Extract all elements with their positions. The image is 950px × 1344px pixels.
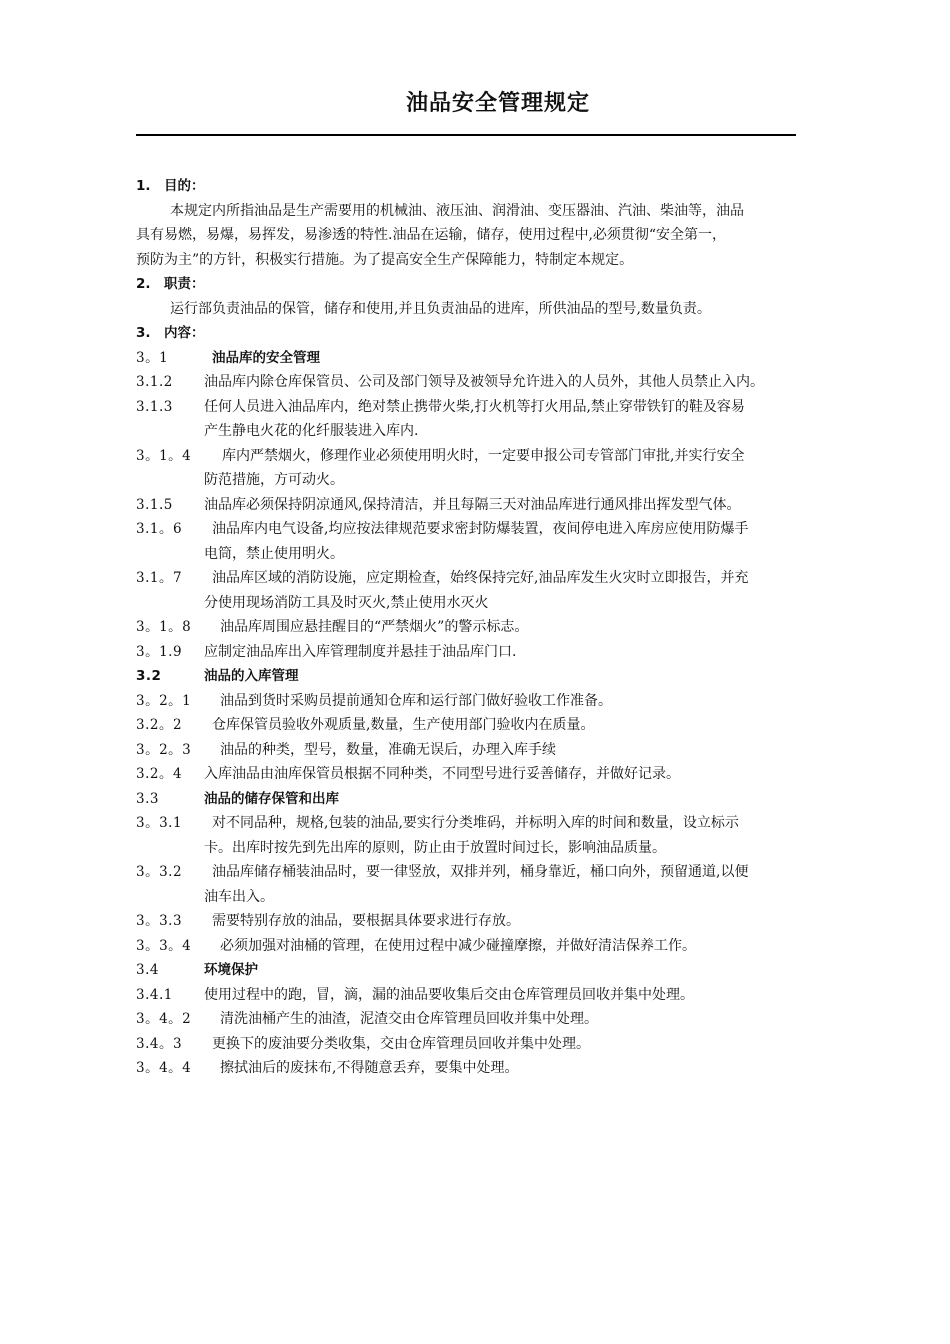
clause-number: 3。3.3	[136, 913, 183, 929]
clause-item	[136, 395, 866, 420]
clause-item	[136, 738, 866, 763]
clause-number: 3。1。8	[136, 619, 192, 635]
clause-text: 油品到货时采购员提前通知仓库和运行部门做好验收工作准备。	[220, 692, 612, 709]
section-title: 目的：	[164, 178, 205, 194]
clause-continuation	[136, 836, 866, 861]
clause-text: 防范措施，方可动火。	[204, 472, 344, 488]
clause-number: 3。4。2	[136, 1011, 192, 1027]
clause-continuation	[136, 591, 866, 616]
clause-continuation	[136, 468, 866, 493]
clause-text: 库内严禁烟火，修理作业必须使用明火时，一定要申报公司专管部门审批,并实行安全	[222, 447, 745, 464]
clause-number: 3.4.1	[136, 986, 173, 1003]
section-number: 3.	[136, 325, 151, 341]
clause-item	[136, 909, 866, 934]
subsection-number: 3.3	[136, 790, 159, 807]
clause-text: 油品的种类，型号，数量，准确无误后，办理入库手续	[220, 741, 556, 758]
clause-text: 使用过程中的跑，冒，滴，漏的油品要收集后交由仓库管理员回收并集中处理。	[204, 986, 694, 1003]
subsection-heading	[136, 787, 866, 812]
clause-number: 3。2。3	[136, 741, 192, 758]
clause-number: 3。3.2	[136, 864, 183, 880]
clause-text: 油品库储存桶装油品时，要一律竖放，双排并列，桶身靠近，桶口向外，预留通道,以便	[212, 864, 749, 880]
clause-text: 应制定油品库出入库管理制度并悬挂于油品库门口.	[204, 643, 517, 660]
clause-number: 3。1.9	[136, 643, 183, 660]
clause-number: 3.1。7	[136, 570, 183, 586]
subsection-heading	[136, 664, 866, 689]
clause-item	[136, 640, 866, 665]
clause-text: 需要特别存放的油品，要根据具体要求进行存放。	[212, 913, 520, 929]
clause-text: 油车出入。	[204, 888, 274, 905]
clause-text: 产生静电火花的化纤服装进入库内.	[204, 423, 419, 439]
clause-number: 3.4。3	[136, 1035, 183, 1052]
clause-text: 清洗油桶产生的油渣，泥渣交由仓库管理员回收并集中处理。	[220, 1011, 598, 1027]
clause-item	[136, 1056, 866, 1081]
section-title: 职责：	[164, 276, 205, 292]
paragraph-line: 预防为主”的方针，积极实行措施。为了提高安全生产保障能力，特制定本规定。	[136, 251, 634, 268]
clause-item	[136, 566, 866, 591]
section-heading-content	[136, 321, 866, 346]
clause-text: 入库油品由油库保管员根据不同种类，不同型号进行妥善储存，并做好记录。	[204, 766, 680, 782]
clause-continuation	[136, 419, 866, 444]
clause-item	[136, 615, 866, 640]
clause-number: 3.1.2	[136, 374, 173, 390]
paragraph-line: 运行部负责油品的保管，储存和使用,并且负责油品的进库，所供油品的型号,数量负责。	[170, 300, 711, 317]
clause-number: 3.1。6	[136, 521, 183, 537]
clause-text: 必须加强对油桶的管理，在使用过程中减少碰撞摩擦，并做好清洁保养工作。	[220, 937, 696, 954]
subsection-heading	[136, 346, 866, 371]
clause-text: 分使用现场消防工具及时灭火,禁止使用水灭火	[204, 594, 489, 611]
clause-text: 电筒，禁止使用明火。	[204, 545, 344, 562]
clause-text: 油品库内电气设备,均应按法律规范要求密封防爆装置，夜间停电进入库房应使用防爆手	[212, 521, 749, 537]
clause-item	[136, 493, 866, 518]
clause-text: 擦拭油后的废抹布,不得随意丢弃，要集中处理。	[220, 1060, 519, 1076]
clause-text: 更换下的废油要分类收集，交由仓库管理员回收并集中处理。	[212, 1035, 590, 1052]
title-underline	[136, 134, 796, 136]
clause-item	[136, 860, 866, 885]
clause-item	[136, 762, 866, 787]
subsection-heading	[136, 958, 866, 983]
clause-number: 3.1.3	[136, 398, 173, 415]
clause-item	[136, 444, 866, 469]
clause-number: 3。3.1	[136, 815, 183, 831]
clause-number: 3.2。4	[136, 766, 183, 782]
clause-item	[136, 517, 866, 542]
subsection-title: 环境保护	[204, 962, 258, 978]
clause-continuation	[136, 542, 866, 567]
clause-item	[136, 811, 866, 836]
clause-text: 仓库保管员验收外观质量,数量，生产使用部门验收内在质量。	[212, 717, 595, 733]
clause-text: 油品库必须保持阴凉通风,保持清洁，并且每隔三天对油品库进行通风排出挥发型气体。	[204, 496, 741, 513]
clause-number: 3。1。4	[136, 447, 192, 464]
document-body	[136, 174, 866, 1081]
subsection-title: 油品的储存保管和出库	[204, 790, 339, 807]
clause-item	[136, 1032, 866, 1057]
clause-text: 对不同品种，规格,包装的油品,要实行分类堆码，并标明入库的时间和数量，设立标示	[212, 815, 739, 831]
subsection-number: 3.4	[136, 962, 159, 978]
subsection-title: 油品的入库管理	[204, 668, 299, 684]
clause-text: 油品库区域的消防设施，应定期检查，始终保持完好,油品库发生火灾时立即报告，并充	[212, 570, 749, 586]
document-title: 油品安全管理规定	[405, 91, 590, 116]
clause-number: 3。4。4	[136, 1060, 192, 1076]
clause-text: 油品库周围应悬挂醒目的“严禁烟火”的警示标志。	[220, 619, 529, 635]
section-number: 1.	[136, 178, 151, 194]
paragraph-line: 本规定内所指油品是生产需要用的机械油、液压油、润滑油、变压器油、汽油、柴油等，油品	[170, 202, 744, 219]
subsection-number: 3.2	[136, 668, 162, 684]
clause-number: 3.1.5	[136, 496, 173, 513]
subsection-number: 3。1	[136, 349, 169, 366]
clause-number: 3。3。4	[136, 937, 192, 954]
section-title: 内容：	[164, 325, 205, 341]
section-heading-purpose	[136, 174, 866, 199]
clause-text: 卡。出库时按先到先出库的原则，防止由于放置时间过长，影响油品质量。	[204, 839, 666, 856]
clause-item	[136, 370, 866, 395]
clause-number: 3.2。2	[136, 717, 183, 733]
clause-item	[136, 689, 866, 714]
section-heading-responsibility	[136, 272, 866, 297]
section-number: 2.	[136, 276, 151, 292]
clause-text: 任何人员进入油品库内，绝对禁止携带火柴,打火机等打火用品,禁止穿带铁钉的鞋及容易	[204, 398, 745, 415]
clause-number: 3。2。1	[136, 692, 192, 709]
clause-text: 油品库内除仓库保管员、公司及部门领导及被领导允许进入的人员外，其他人员禁止入内。	[204, 374, 764, 390]
clause-item	[136, 934, 866, 959]
clause-item	[136, 1007, 866, 1032]
subsection-title: 油品库的安全管理	[212, 349, 320, 366]
clause-item	[136, 713, 866, 738]
paragraph-line: 具有易燃，易爆，易挥发，易渗透的特性.油品在运输，储存，使用过程中,必须贯彻“安全第一，	[136, 227, 727, 243]
clause-item	[136, 983, 866, 1008]
clause-continuation	[136, 885, 866, 910]
